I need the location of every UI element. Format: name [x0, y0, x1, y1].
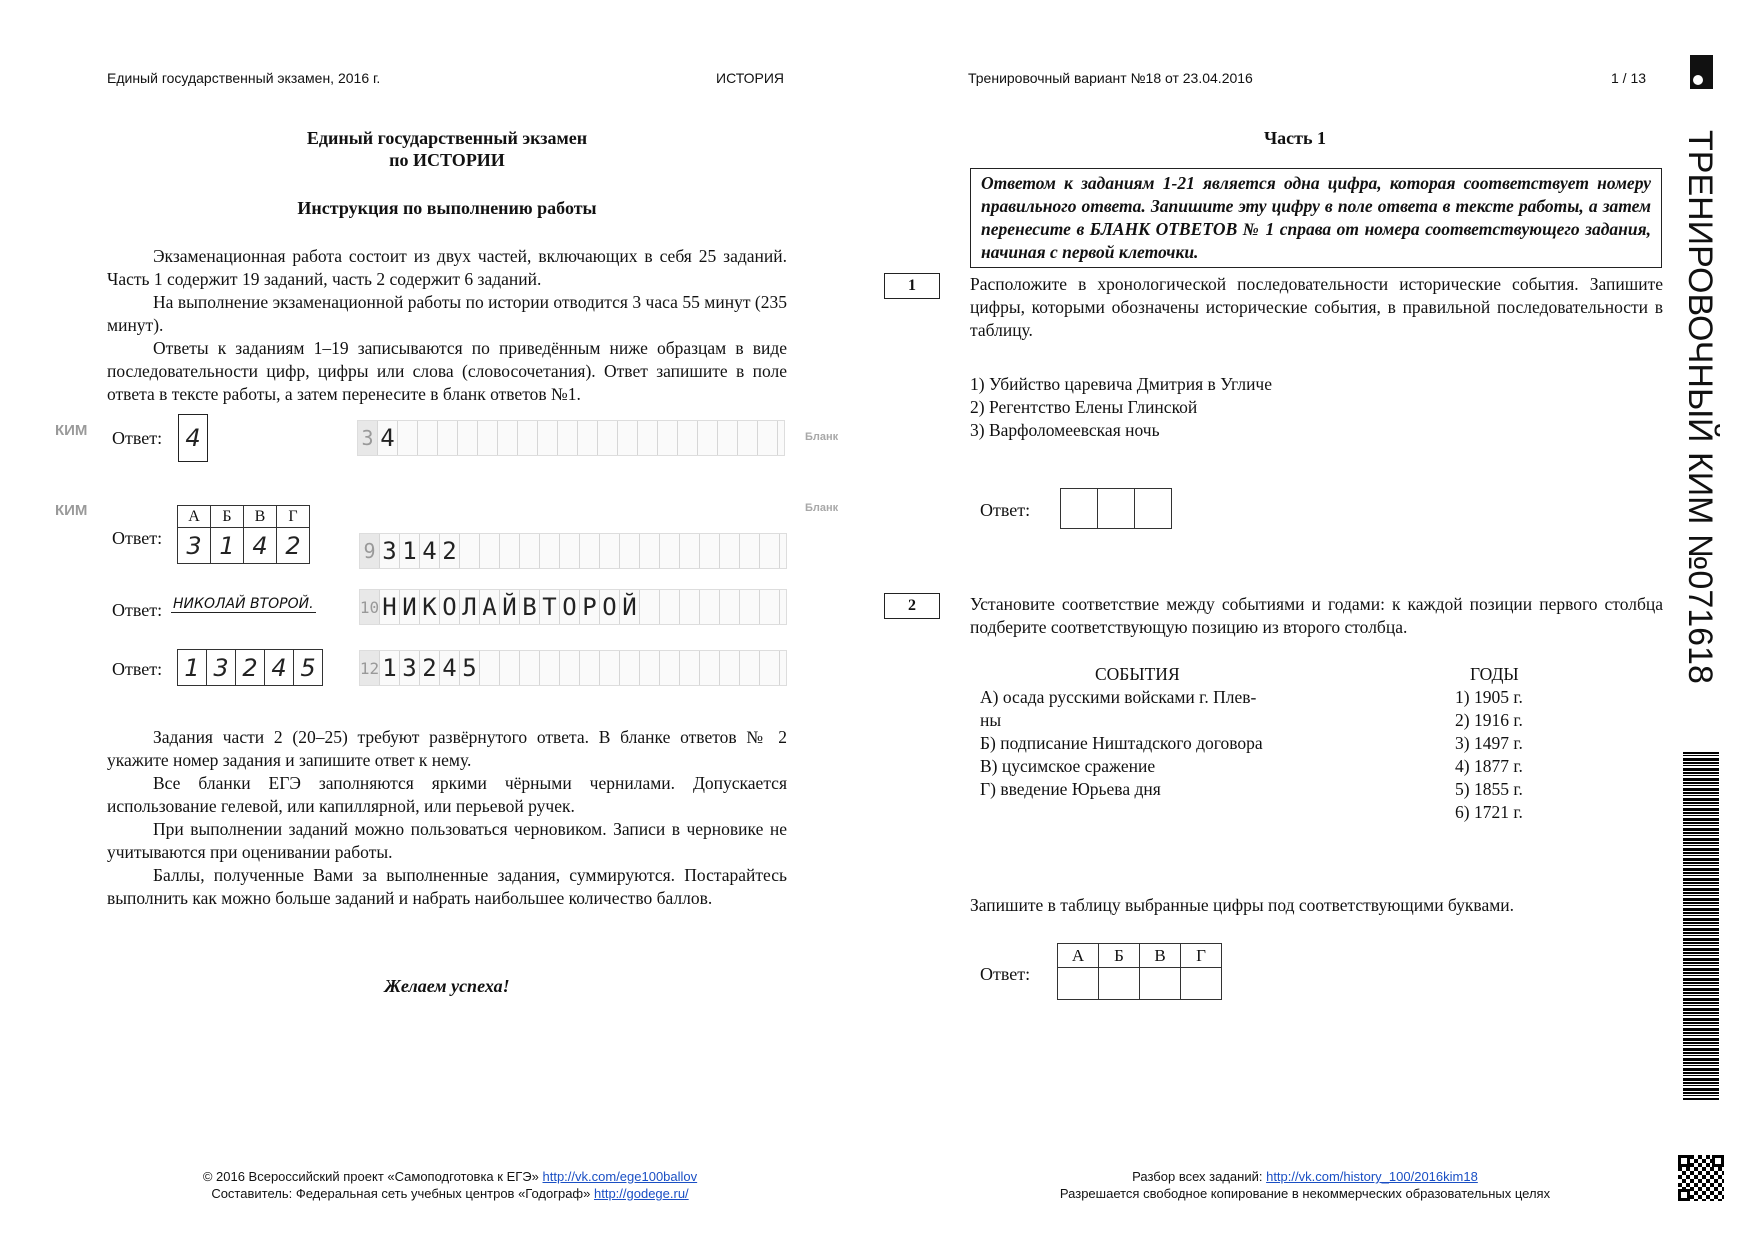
vk-link[interactable]: http://vk.com/ege100ballov [542, 1169, 698, 1184]
blank-strip-1 [357, 420, 785, 456]
blank-cell: 3 [380, 534, 400, 568]
years-list [1455, 686, 1523, 824]
blank-cell: Н [380, 590, 400, 624]
answer-label: Ответ: [112, 659, 163, 679]
answer-cell: 5 [294, 650, 323, 686]
letter-cell: В [244, 506, 277, 528]
blank-cell: А [480, 590, 500, 624]
task-1-item: 1) Убийство царевича Дмитрия в Угличе [970, 374, 1273, 394]
blank-number: 10 [360, 590, 380, 624]
blank-cell [678, 421, 698, 455]
answer-input-cell[interactable] [1140, 968, 1181, 1000]
blank-cell: О [560, 590, 580, 624]
task-1-answer-cells [1060, 488, 1172, 529]
blank-cell: 1 [400, 534, 420, 568]
blank-cell [500, 534, 520, 568]
footer-line [970, 1168, 1640, 1185]
blank-cell [398, 421, 418, 455]
blank-label: Бланк [805, 431, 839, 443]
task-1-text: Расположите в хронологической последовательности исторические события. Запишите цифры, которыми обозначены исторические события, в правильной последовательности в таблицу. [970, 274, 1663, 340]
year-item: 5) 1855 г. [1455, 779, 1523, 799]
kim-label: КИМ [55, 422, 88, 439]
answer-input-cell[interactable] [1135, 489, 1172, 529]
blank-cell [720, 590, 740, 624]
answer-input-cell[interactable] [1058, 968, 1099, 1000]
year-item: 6) 1721 г. [1455, 802, 1523, 822]
blank-cell [560, 651, 580, 685]
blank-number: 3 [358, 421, 378, 455]
footer-right [970, 1168, 1640, 1202]
footer-line [100, 1185, 800, 1202]
blank-strip-4 [359, 650, 787, 686]
blank-cell [660, 651, 680, 685]
blank-cell: Й [500, 590, 520, 624]
blank-cell [520, 651, 540, 685]
blank-cell: В [520, 590, 540, 624]
kim-label: КИМ [55, 502, 88, 519]
task-1-item: 3) Варфоломеевская ночь [970, 420, 1160, 440]
blank-cell [520, 534, 540, 568]
event-item: Г) введение Юрьева дня [980, 779, 1161, 799]
header-exam: Единый государственный экзамен, 2016 г. [107, 70, 381, 86]
example-4-table [177, 649, 323, 686]
task-1-number: 1 [884, 273, 940, 299]
intro-text [107, 245, 787, 406]
blank-cell: 1 [380, 651, 400, 685]
blank-strip-2 [359, 533, 787, 569]
blank-cell: 2 [440, 534, 460, 568]
task-1-answer-label: Ответ: [980, 500, 1031, 520]
example-2-table [177, 505, 310, 564]
blank-cell [720, 651, 740, 685]
task-2-number: 2 [884, 593, 940, 619]
blank-cell [580, 534, 600, 568]
paragraph: На выполнение экзаменационной работы по истории отводится 3 часа 55 минут (235 минут). [107, 292, 787, 335]
years-heading: ГОДЫ [1470, 664, 1519, 684]
answer-cell: 4 [265, 650, 294, 686]
task-2-note: Запишите в таблицу выбранные цифры под соответствующими буквами. [970, 895, 1515, 915]
blank-cell [498, 421, 518, 455]
paragraph: Ответы к заданиям 1–19 записываются по приведённым ниже образцам в виде последовательности цифр, цифры или слова (словосочетания). Ответ запишите в поле ответа в тексте работы, а затем перенесите в бланк ответов №1. [107, 338, 787, 404]
header-variant: Тренировочный вариант №18 от 23.04.2016 [968, 70, 1253, 86]
blank-cell [760, 590, 780, 624]
blank-cell: Т [540, 590, 560, 624]
task-1-items [970, 373, 1272, 442]
blank-cell [540, 534, 560, 568]
blank-strip-3 [359, 589, 787, 625]
example-1-value: 4 [185, 424, 201, 452]
year-item: 3) 1497 г. [1455, 733, 1523, 753]
task-2-text: Установите соответствие между событиями и годами: к каждой позиции первого столбца подберите соответствующую позицию из второго столбца. [970, 594, 1663, 637]
answer-cell: 3 [178, 528, 211, 564]
header-subject: ИСТОРИЯ [716, 70, 785, 86]
letter-cell: Б [211, 506, 244, 528]
blank-cell [660, 590, 680, 624]
title-line-2: по ИСТОРИИ [389, 150, 505, 170]
blank-cell [718, 421, 738, 455]
letter-cell: Г [1181, 944, 1222, 968]
blank-cell: 5 [460, 651, 480, 685]
event-item: В) цусимское сражение [980, 756, 1156, 776]
blank-cell [418, 421, 438, 455]
part-instruction: Ответом к заданиям 1-21 является одна цифра, которая соответствует номеру правильного ответа. Запишите эту цифру в поле ответа в тексте работы, а затем перенесите в БЛАНК ОТВЕТОВ № 1 справа от номера соответствующего задания, начиная с первой клеточки. [970, 168, 1662, 268]
barcode [1683, 752, 1719, 1100]
blank-cell: О [440, 590, 460, 624]
blank-cell [538, 421, 558, 455]
blank-cell [660, 534, 680, 568]
blank-cell [640, 651, 660, 685]
footer-text: Составитель: Федеральная сеть учебных центров «Годограф» [211, 1186, 591, 1201]
event-item: Б) подписание Ништадского договора [980, 733, 1263, 753]
paragraph: Задания части 2 (20–25) требуют развёрнутого ответа. В бланке ответов № 2 укажите номер задания и запишите ответ к нему. [107, 727, 787, 770]
blank-cell [478, 421, 498, 455]
task-1-item: 2) Регентство Елены Глинской [970, 397, 1198, 417]
task-2-answer-table [1057, 943, 1222, 1000]
blank-cell [760, 651, 780, 685]
blank-cell [680, 590, 700, 624]
blank-cell [700, 534, 720, 568]
blank-cell [598, 421, 618, 455]
wish-text: Желаем успеха! [384, 976, 510, 996]
events-list [980, 686, 1263, 801]
letter-cell: А [1058, 944, 1099, 968]
answer-input-cell[interactable] [1099, 968, 1140, 1000]
blank-cell [500, 651, 520, 685]
blank-number: 12 [360, 651, 380, 685]
analysis-link[interactable]: http://vk.com/history_100/2016kim18 [1266, 1169, 1478, 1184]
blank-cell [658, 421, 678, 455]
blank-cell [700, 590, 720, 624]
blank-cell [460, 534, 480, 568]
title-line-1: Единый государственный экзамен [306, 128, 588, 148]
blank-cell [580, 651, 600, 685]
answer-input-cell[interactable] [1061, 489, 1098, 529]
blank-cell [700, 651, 720, 685]
blank-cell [518, 421, 538, 455]
blank-cell: О [600, 590, 620, 624]
part-title: Часть 1 [1263, 128, 1327, 148]
footer-left [100, 1168, 800, 1202]
answer-cell: 3 [207, 650, 236, 686]
blank-cell [620, 651, 640, 685]
blank-cell [640, 534, 660, 568]
blank-cell [758, 421, 778, 455]
blank-cell: 2 [420, 651, 440, 685]
blank-cell [620, 534, 640, 568]
blank-cell [738, 421, 758, 455]
answer-cell [178, 414, 208, 462]
blank-cell: И [400, 590, 420, 624]
blank-cell [740, 651, 760, 685]
event-item: ны [980, 710, 1002, 730]
part2-text [107, 726, 787, 910]
blank-cell [680, 534, 700, 568]
letter-cell: А [178, 506, 211, 528]
events-heading: СОБЫТИЯ [1095, 664, 1180, 684]
answer-input-cell[interactable] [1098, 489, 1135, 529]
year-item: 2) 1916 г. [1455, 710, 1523, 730]
blank-cell [640, 590, 660, 624]
blank-cell: 4 [378, 421, 398, 455]
blank-cell: К [420, 590, 440, 624]
answer-cell: 2 [277, 528, 310, 564]
blank-cell [720, 534, 740, 568]
blank-cell [540, 651, 560, 685]
paragraph: Баллы, полученные Вами за выполненные задания, суммируются. Постарайтесь выполнить как можно больше заданий и набрать наибольшее количество баллов. [107, 865, 787, 908]
blank-cell [480, 651, 500, 685]
side-vertical-label [1680, 130, 1720, 710]
year-item: 4) 1877 г. [1455, 756, 1523, 776]
letter-cell: Б [1099, 944, 1140, 968]
blank-cell [740, 534, 760, 568]
answer-cell: 1 [178, 650, 207, 686]
footer-text: Разбор всех заданий: [1132, 1169, 1263, 1184]
blank-cell [558, 421, 578, 455]
blank-cell [458, 421, 478, 455]
blank-cell [638, 421, 658, 455]
task-2-answer-label: Ответ: [980, 964, 1031, 984]
blank-cell [760, 534, 780, 568]
blank-cell [698, 421, 718, 455]
blank-cell [560, 534, 580, 568]
blank-cell [480, 534, 500, 568]
blank-cell [600, 534, 620, 568]
blank-cell [578, 421, 598, 455]
paragraph: При выполнении заданий можно пользоваться черновиком. Записи в черновике не учитываются при оценивании работы. [107, 819, 787, 862]
footer-line [100, 1168, 800, 1185]
blank-cell [438, 421, 458, 455]
footer-text: © 2016 Всероссийский проект «Самоподготовка к ЕГЭ» [202, 1169, 539, 1184]
answer-label: Ответ: [112, 428, 163, 448]
qr-code [1678, 1155, 1724, 1201]
footer-text: Разрешается свободное копирование в некоммерческих образовательных целях [1059, 1186, 1551, 1201]
answer-cell: 1 [211, 528, 244, 564]
godege-link[interactable]: http://godege.ru/ [593, 1186, 689, 1201]
paragraph: Экзаменационная работа состоит из двух частей, включающих в себя 25 заданий. Часть 1 содержит 19 заданий, часть 2 содержит 6 заданий. [107, 246, 787, 289]
event-item: А) осада русскими войсками г. Плев- [980, 687, 1257, 707]
answer-input-cell[interactable] [1181, 968, 1222, 1000]
blank-cell [740, 590, 760, 624]
letter-cell: В [1140, 944, 1181, 968]
blank-cell: Л [460, 590, 480, 624]
blank-cell: 4 [440, 651, 460, 685]
blank-label: Бланк [805, 502, 839, 514]
paragraph: Все бланки ЕГЭ заполняются яркими чёрными чернилами. Допускается использование гелевой, или капиллярной, или перьевой ручек. [107, 773, 787, 816]
corner-marker [1690, 55, 1713, 89]
letter-cell: Г [277, 506, 310, 528]
blank-cell [680, 651, 700, 685]
blank-cell: 4 [420, 534, 440, 568]
blank-number: 9 [360, 534, 380, 568]
side-vertical-text: ТРЕНИРОВОЧНЫЙ КИМ №071618 [1681, 130, 1719, 684]
year-item: 1) 1905 г. [1455, 687, 1523, 707]
answer-cell: 2 [236, 650, 265, 686]
blank-cell [618, 421, 638, 455]
answer-label: Ответ: [112, 600, 163, 620]
instruction-title: Инструкция по выполнению работы [297, 198, 597, 218]
blank-cell: 3 [400, 651, 420, 685]
header-page: 1 / 13 [1611, 70, 1647, 86]
blank-cell: Р [580, 590, 600, 624]
example-3-value: НИКОЛАЙ ВТОРОЙ. [173, 596, 314, 612]
answer-cell: 4 [244, 528, 277, 564]
blank-cell [600, 651, 620, 685]
answer-label: Ответ: [112, 528, 163, 548]
blank-cell: Й [620, 590, 640, 624]
